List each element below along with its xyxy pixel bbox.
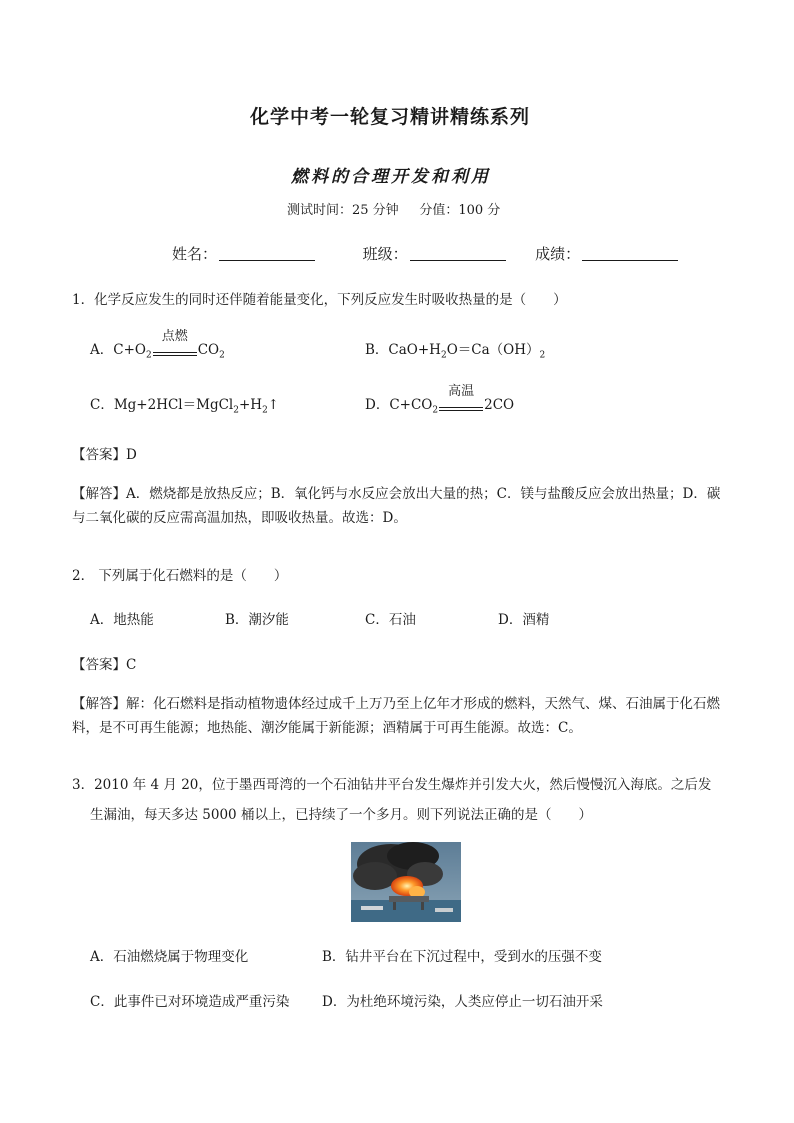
- name-field[interactable]: [219, 246, 315, 261]
- name-label: 姓名：: [172, 245, 218, 263]
- question-3-option-d: D．为杜绝环境污染，人类应停止一切石油开采: [322, 994, 603, 1010]
- question-1-option-d: D．$C+CO_2$ 高温 2CO: [365, 384, 515, 416]
- question-3-stem-line-1: 3．2010 年 4 月 20，位于墨西哥湾的一个石油钻井平台发生爆炸并引发大火，然后慢慢沉入海底。之后发: [72, 777, 712, 793]
- question-2-option-a: A．地热能: [90, 612, 154, 628]
- score-field[interactable]: [582, 246, 678, 261]
- question-3-option-a: A．石油燃烧属于物理变化: [90, 949, 249, 965]
- question-2-option-d: D．酒精: [498, 612, 550, 628]
- student-info: [172, 243, 678, 264]
- question-3-stem-line-2: 生漏油，每天多达 5000 桶以上，已持续了一个多月。则下列说法正确的是（ ）: [90, 807, 592, 823]
- document-title: 化学中考一轮复习精讲精练系列: [250, 106, 531, 128]
- question-2-answer: 【答案】C: [72, 657, 137, 673]
- oil-rig-fire-photo: [351, 842, 461, 922]
- reaction-arrow: 高温: [439, 397, 483, 411]
- question-3-option-c: C．此事件已对环境造成严重污染: [90, 994, 290, 1010]
- class-label: 班级：: [362, 245, 408, 263]
- score-label: 成绩：: [535, 245, 581, 263]
- question-1-stem: 1．化学反应发生的同时还伴随着能量变化，下列反应发生时吸收热量的是（ ）: [72, 292, 567, 308]
- question-2-option-c: C．石油: [365, 612, 416, 628]
- question-2-stem: 2． 下列属于化石燃料的是（ ）: [72, 568, 288, 584]
- question-2-option-b: B．潮汐能: [225, 612, 289, 628]
- class-field[interactable]: [410, 246, 506, 261]
- question-1-answer: 【答案】D: [72, 447, 137, 463]
- question-2-explanation: 【解答】解：化石燃料是指动植物遗体经过成千上万乃至上亿年才形成的燃料，天然气、煤、石油属于化石燃料，是不可再生能源；地热能、潮汐能属于新能源；酒精属于可再生能源。故选：C。: [72, 696, 720, 736]
- document-subtitle: 燃料的合理开发和利用: [291, 167, 491, 187]
- question-3-option-b: B．钻井平台在下沉过程中，受到水的压强不变: [322, 949, 602, 965]
- question-1-option-a: A．$C+O_2$ 点燃 $CO_2$: [90, 329, 225, 361]
- test-meta: 测试时间：25 分钟 分值：100 分: [287, 203, 501, 218]
- question-1-explanation: 【解答】A．燃烧都是放热反应；B．氧化钙与水反应会放出大量的热；C．镁与盐酸反应会放出热量；D．碳与二氧化碳的反应需高温加热，即吸收热量。故选：D。: [72, 486, 721, 526]
- reaction-arrow: 点燃: [153, 342, 197, 356]
- question-1-option-c: C．$Mg+2HCl=MgCl_2+H_2↑$: [90, 397, 280, 416]
- question-1-option-b: B．$CaO+H_2O=Ca(OH)_2$: [365, 342, 546, 361]
